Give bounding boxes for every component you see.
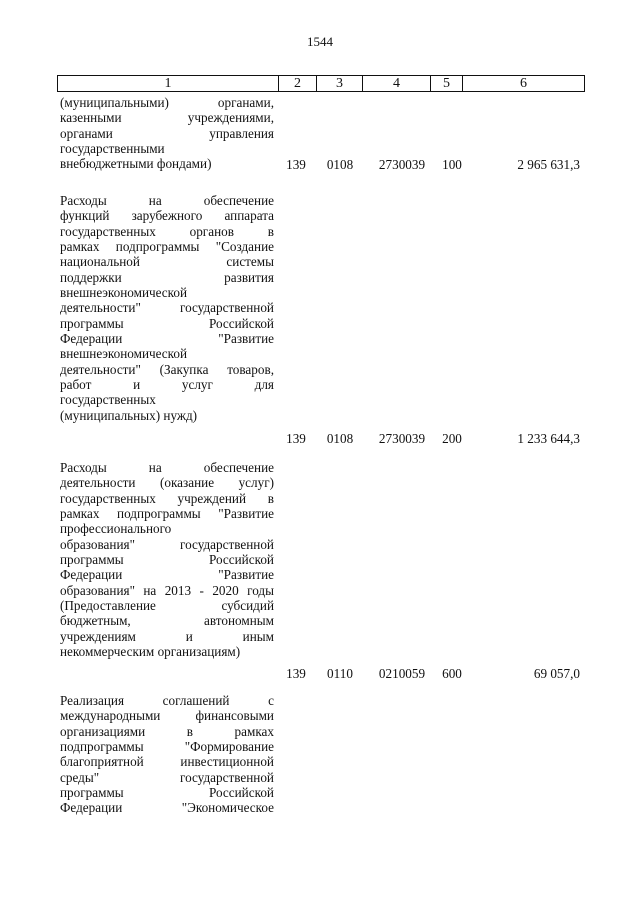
description-line: Федерации "Развитие <box>60 331 274 347</box>
description-line: внешнеэкономической <box>60 285 188 301</box>
page-number: 1544 <box>307 34 333 49</box>
description-line: учреждениям и иным <box>60 628 274 644</box>
description-line: (муниципальными) органами, <box>60 95 274 110</box>
description-line: программы Российской <box>60 315 274 331</box>
code-admin: 139 <box>286 431 306 446</box>
description-line: функций зарубежного аппарата <box>60 208 274 224</box>
description-line: Федерации "Развитие <box>60 567 274 583</box>
description-line: образования" на 2013 - 2020 годы <box>60 582 274 598</box>
description-line: образования" государственной <box>60 536 274 552</box>
description-line: Расходы на обеспечение <box>60 460 274 475</box>
description-line: работ и услуг для <box>60 377 274 393</box>
code-admin: 139 <box>286 666 306 681</box>
description-line: деятельности (оказание услуг) <box>60 475 274 491</box>
description-line: (муниципальных) нужд) <box>60 407 198 423</box>
amount: 69 057,0 <box>533 666 580 681</box>
description-line: благоприятной инвестиционной <box>60 754 274 770</box>
description-line: рамках подпрограммы "Развитие <box>60 506 274 522</box>
description-line: государственными <box>60 141 165 157</box>
header-col-6: 6 <box>520 76 527 91</box>
row-description <box>60 95 274 172</box>
header-col-1: 1 <box>58 76 279 91</box>
description-line: внешнеэкономической <box>60 346 188 362</box>
description-line: государственных учреждений в <box>60 490 274 506</box>
description-line: деятельности" (Закупка товаров, <box>60 361 274 377</box>
header-col-5: 5 <box>431 76 463 91</box>
description-line: подпрограммы "Формирование <box>60 739 274 755</box>
code-expense-type: 100 <box>442 157 462 172</box>
code-target: 2730039 <box>378 157 426 172</box>
header-col-4: 4 <box>363 76 431 91</box>
amount: 1 233 644,3 <box>517 431 580 446</box>
code-expense-type: 600 <box>442 666 462 681</box>
description-line: поддержки развития <box>60 269 274 285</box>
description-line: деятельности" государственной <box>60 300 274 316</box>
description-line: Реализация соглашений с <box>60 693 274 708</box>
row-description <box>60 460 274 659</box>
description-line: рамках подпрограммы "Создание <box>60 239 274 255</box>
description-line: (Предоставление субсидий <box>60 598 274 614</box>
description-line: национальной системы <box>60 254 274 270</box>
description-line: среды" государственной <box>60 769 274 785</box>
description-line: Федерации "Экономическое <box>60 800 274 816</box>
description-line: программы Российской <box>60 552 274 568</box>
description-line: бюджетным, автономным <box>60 613 274 629</box>
header-col-2: 2 <box>279 76 317 91</box>
code-target: 2730039 <box>378 431 426 446</box>
description-line: профессионального <box>60 521 172 537</box>
description-line: организациями в рамках <box>60 723 274 739</box>
description-line: некоммерческим организациям) <box>60 644 241 660</box>
description-line: программы Российской <box>60 785 274 801</box>
header-col-3: 3 <box>317 76 363 91</box>
description-line: Расходы на обеспечение <box>60 193 274 208</box>
code-target: 0210059 <box>378 666 426 681</box>
table-header <box>57 75 585 92</box>
description-line: внебюджетными фондами) <box>60 156 212 172</box>
code-expense-type: 200 <box>442 431 462 446</box>
code-section: 0108 <box>326 431 354 446</box>
row-description <box>60 693 274 816</box>
code-section: 0108 <box>326 157 354 172</box>
code-admin: 139 <box>286 157 306 172</box>
description-line: казенными учреждениями, <box>60 110 274 126</box>
description-line: международными финансовыми <box>60 708 274 724</box>
description-line: органами управления <box>60 125 274 141</box>
code-section: 0110 <box>327 666 353 681</box>
description-line: государственных <box>60 392 156 408</box>
row-description <box>60 193 274 423</box>
description-line: государственных органов в <box>60 223 274 239</box>
amount: 2 965 631,3 <box>517 157 580 172</box>
